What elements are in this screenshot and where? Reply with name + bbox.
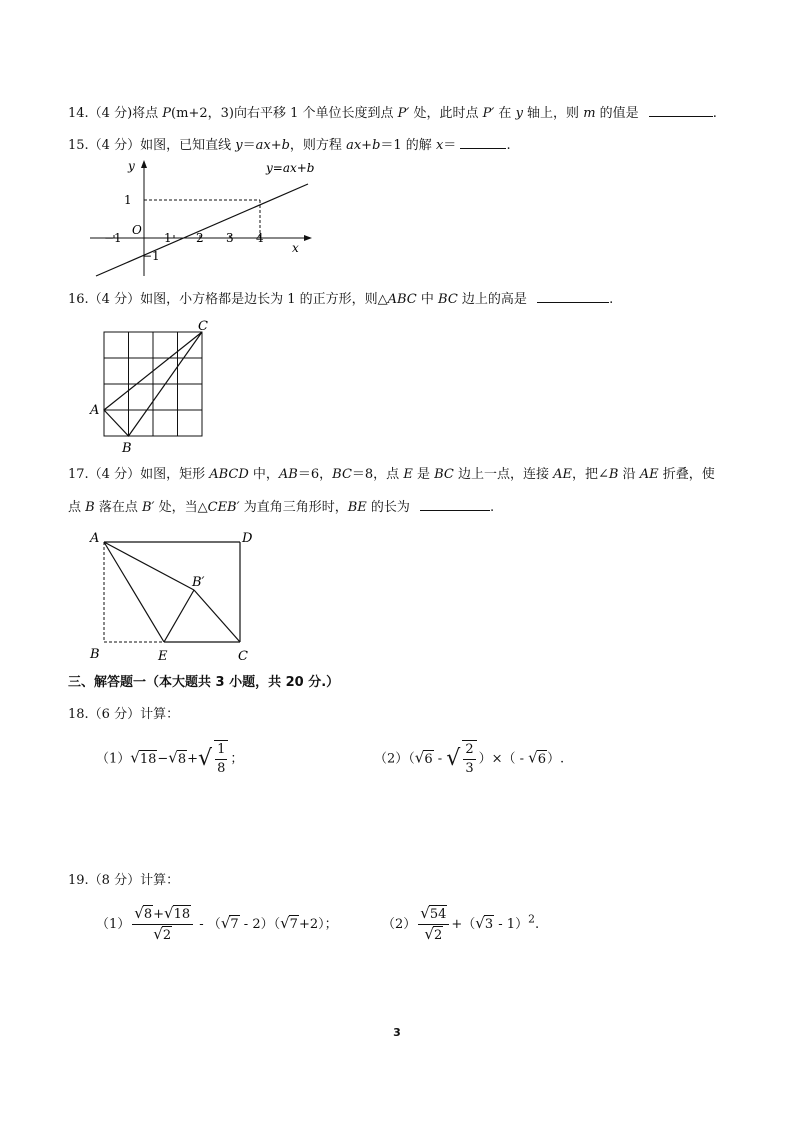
y-tick-1: 1 [124, 193, 132, 207]
vertex-c-label: C [198, 319, 208, 334]
x-tick-2: 2 [196, 231, 204, 245]
vertex-d-label: D [242, 531, 253, 546]
question-18-part-2: （2）（√6 - √ $\frac{2}{3}$ ）×（ - √6）. [374, 742, 565, 776]
segment-b-prime-e [164, 590, 194, 642]
question-17-line-1: 17.（4 分）如图，矩形 ABCD 中，AB＝6，BC＝8，点 E 是 BC 边上一点，连接 AE，把∠B 沿 AE 折叠，使 [68, 467, 715, 482]
segment-ae [104, 542, 164, 642]
vertex-a-label: A [90, 531, 100, 546]
x-tick-1: 1 [164, 231, 172, 245]
segment-ab-prime [104, 542, 194, 590]
question-18-part-1: （1）√18−√8+√ $\frac{1}{8}$ ； [96, 742, 244, 776]
question-18-title: 18.（6 分）计算： [68, 707, 180, 722]
question-16: 16.（4 分）如图，小方格都是边长为 1 的正方形，则△ABC 中 BC 边上的高是 . [68, 292, 614, 307]
vertex-a-label: A [90, 403, 100, 418]
x-tick-4: 4 [256, 231, 264, 245]
answer-blank [649, 104, 713, 117]
rectangle-fold-figure [84, 526, 264, 664]
x-tick-neg1: −1 [104, 231, 122, 245]
question-19-part-1: （1） $\frac{√8+√18}{√2}$ - （√7 - 2）（√7+2）； [96, 904, 338, 943]
grid-triangle-figure [86, 316, 222, 458]
section-3-heading: 三、解答题一（本大题共 3 小题，共 20 分.） [68, 675, 340, 690]
vertex-b-label: B [90, 647, 100, 662]
x-axis-label: x [292, 241, 299, 255]
point-b-prime-label: B′ [192, 575, 205, 590]
segment-b-prime-c [194, 590, 240, 642]
answer-blank [460, 136, 506, 149]
vertex-c-label: C [238, 649, 248, 664]
answer-blank [420, 498, 490, 511]
x-axis-arrow [304, 235, 312, 241]
page-number: 3 [393, 1026, 401, 1039]
x-tick-3: 3 [226, 231, 234, 245]
linear-function-graph [80, 154, 320, 280]
y-tick-neg1: −1 [142, 249, 160, 263]
line-label: y=ax+b [266, 161, 315, 175]
vertex-b-label: B [122, 441, 132, 456]
question-14: 14.（4 分)将点 P(m+2，3)向右平移 1 个单位长度到点 P′ 处，此时点 P′ 在 y 轴上，则 m 的值是 . [68, 106, 717, 121]
y-axis-arrow [141, 160, 147, 168]
answer-blank [537, 290, 609, 303]
question-17-line-2: 点 B 落在点 B′ 处，当△CEB′ 为直角三角形时，BE 的长为 . [68, 500, 495, 515]
square-grid [104, 332, 202, 436]
question-15: 15.（4 分）如图，已知直线 y＝ax+b，则方程 ax+b＝1 的解 x＝ . [68, 138, 511, 153]
question-19-part-2: （2） $\frac{√54}{√2}$ +（√3 - 1）$^2$. [382, 904, 540, 943]
point-e-label: E [158, 649, 168, 664]
question-19-title: 19.（8 分）计算： [68, 873, 180, 888]
y-axis-label: y [128, 159, 135, 173]
origin-label: O [132, 223, 142, 237]
